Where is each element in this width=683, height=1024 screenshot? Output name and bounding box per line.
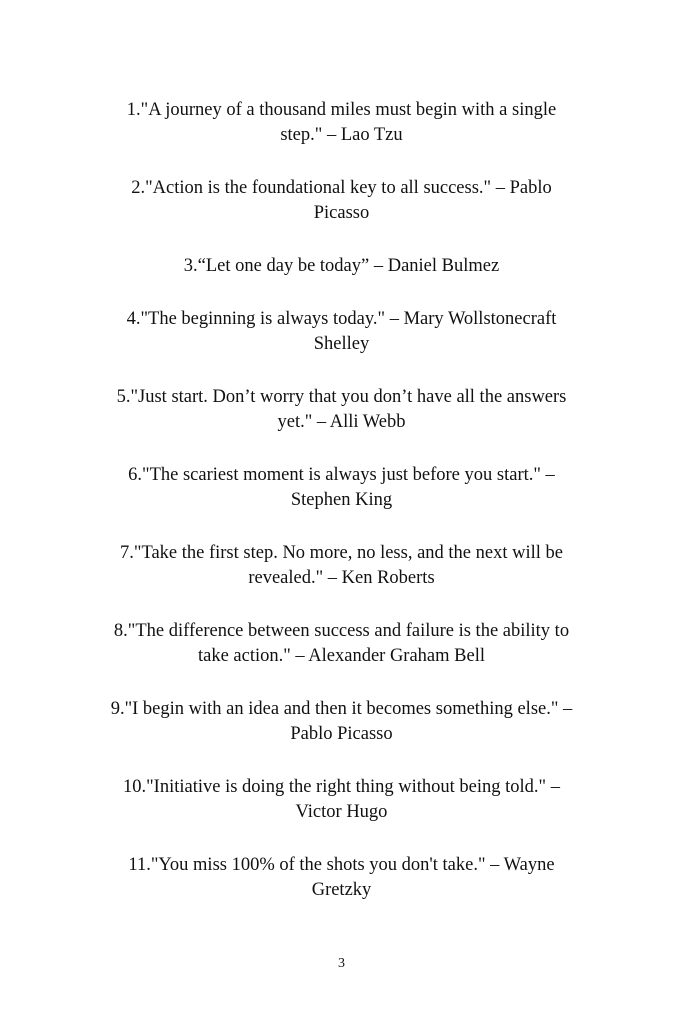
quote-number: 7.: [120, 543, 134, 563]
quote-number: 4.: [126, 309, 141, 329]
quote-text: "I begin with an idea and then it becomes something else." – Pablo Picasso: [124, 699, 573, 744]
quote-text: "Take the first step. No more, no less, and the next will be revealed." – Ken Roberts: [133, 543, 563, 588]
quote-number: 3.: [183, 256, 198, 276]
quote-number: 11.: [128, 855, 151, 875]
quote-item: [110, 853, 573, 903]
quote-item: [110, 98, 573, 148]
quote-item: [110, 619, 573, 669]
quote-text: "A journey of a thousand miles must begin with a single step." – Lao Tzu: [140, 100, 557, 145]
quote-text: "The beginning is always today." – Mary Wollstonecraft Shelley: [140, 309, 557, 354]
quote-text: “Let one day be today” – Daniel Bulmez: [197, 256, 500, 276]
quote-item: [110, 176, 573, 226]
quote-list: [110, 98, 573, 931]
quote-text: "You miss 100% of the shots you don't take." – Wayne Gretzky: [150, 855, 555, 900]
quote-item: [110, 307, 573, 357]
quote-item: [110, 463, 573, 513]
quote-number: 10.: [123, 777, 147, 797]
quote-text: "The scariest moment is always just before you start." – Stephen King: [142, 465, 555, 510]
page-number: 3: [338, 956, 345, 971]
quote-item: [110, 697, 573, 747]
quote-item: [110, 541, 573, 591]
quote-text: "Just start. Don’t worry that you don’t have all the answers yet." – Alli Webb: [130, 387, 567, 432]
quote-number: 9.: [110, 699, 125, 719]
quote-item: [110, 385, 573, 435]
quote-text: "Initiative is doing the right thing without being told." – Victor Hugo: [146, 777, 560, 822]
quote-text: "The difference between success and failure is the ability to take action." – Alexander Graham Bell: [127, 621, 570, 666]
quote-number: 5.: [116, 387, 131, 407]
quote-text: "Action is the foundational key to all success." – Pablo Picasso: [145, 178, 552, 223]
quote-number: 2.: [131, 178, 146, 198]
quote-number: 8.: [113, 621, 128, 641]
quote-number: 1.: [126, 100, 141, 120]
quote-item: [110, 775, 573, 825]
quote-item: [110, 254, 573, 279]
quote-number: 6.: [128, 465, 143, 485]
